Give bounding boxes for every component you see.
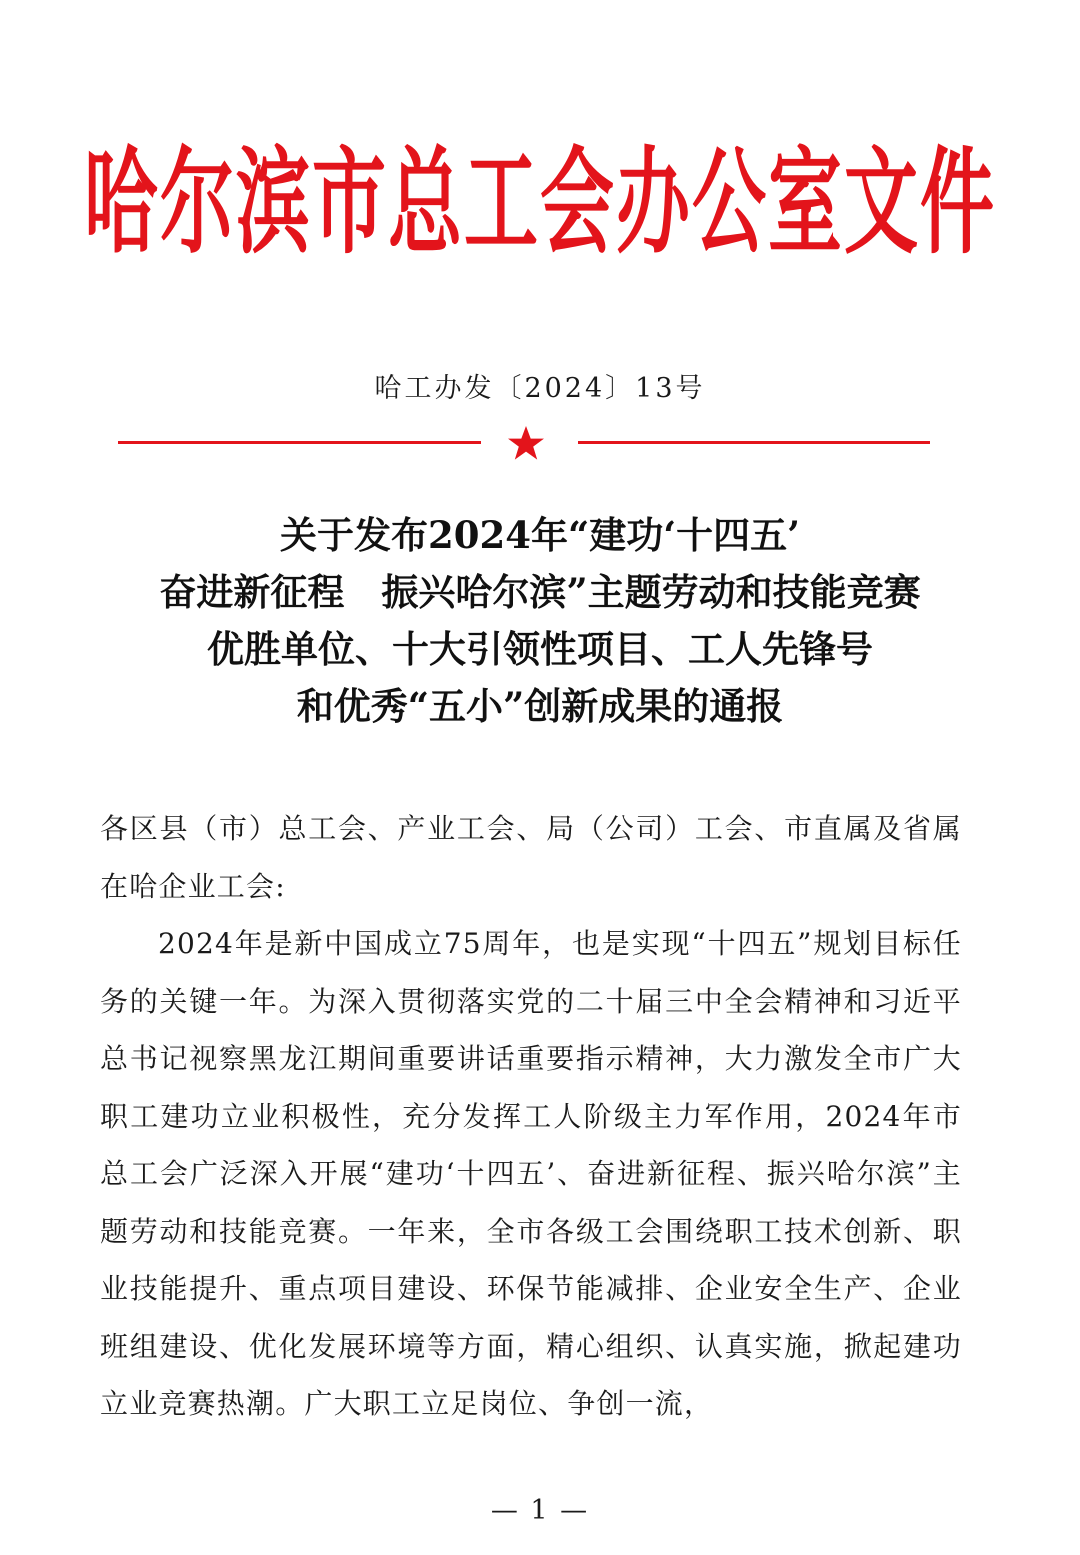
document-number: 哈工办发〔2024〕13号 [374,373,706,404]
title-line: 优胜单位、十大引领性项目、工人先锋号 [207,627,873,671]
page-number: — 1 — [490,1495,590,1526]
title-line: 和优秀“五小”创新成果的通报 [296,684,784,728]
salutation: 各区县（市）总工会、产业工会、局（公司）工会、市直属及省属在哈企业工会: [100,812,962,903]
body-paragraph: 2024年是新中国成立75周年，也是实现“十四五”规划目标任务的关键一年。为深入贯彻落实党的二十届三中全会精神和习近平总书记视察黑龙江期间重要讲话重要指示精神，大力激发全市广大职工建功立业积极性，充分发挥工人阶级主力军作用，2024年市总工会广泛深入开展“建功‘十四五’、奋进新征程、振兴哈尔滨”主题劳动和技能竞赛。一年来，全市各级工会围绕职工技术创新、职业技能提升、重点项目建设、环保节能减排、企业安全生产、企业班组建设、优化发展环境等方面，精心组织、认真实施，掀起建功立业竞赛热潮。广大职工立足岗位、争创一流， [100,927,962,1420]
title-line: 关于发布2024年“建功‘十四五’ [279,513,801,557]
document-body [100,800,962,1433]
separator-line-right [578,441,930,444]
separator-line-left [118,441,481,444]
document-title [60,507,1020,735]
star-icon [506,424,546,464]
red-separator [118,424,930,464]
masthead-title: 哈尔滨市总工会办公室文件 [84,136,996,270]
title-line: 奋进新征程 振兴哈尔滨”主题劳动和技能竞赛 [159,570,921,614]
